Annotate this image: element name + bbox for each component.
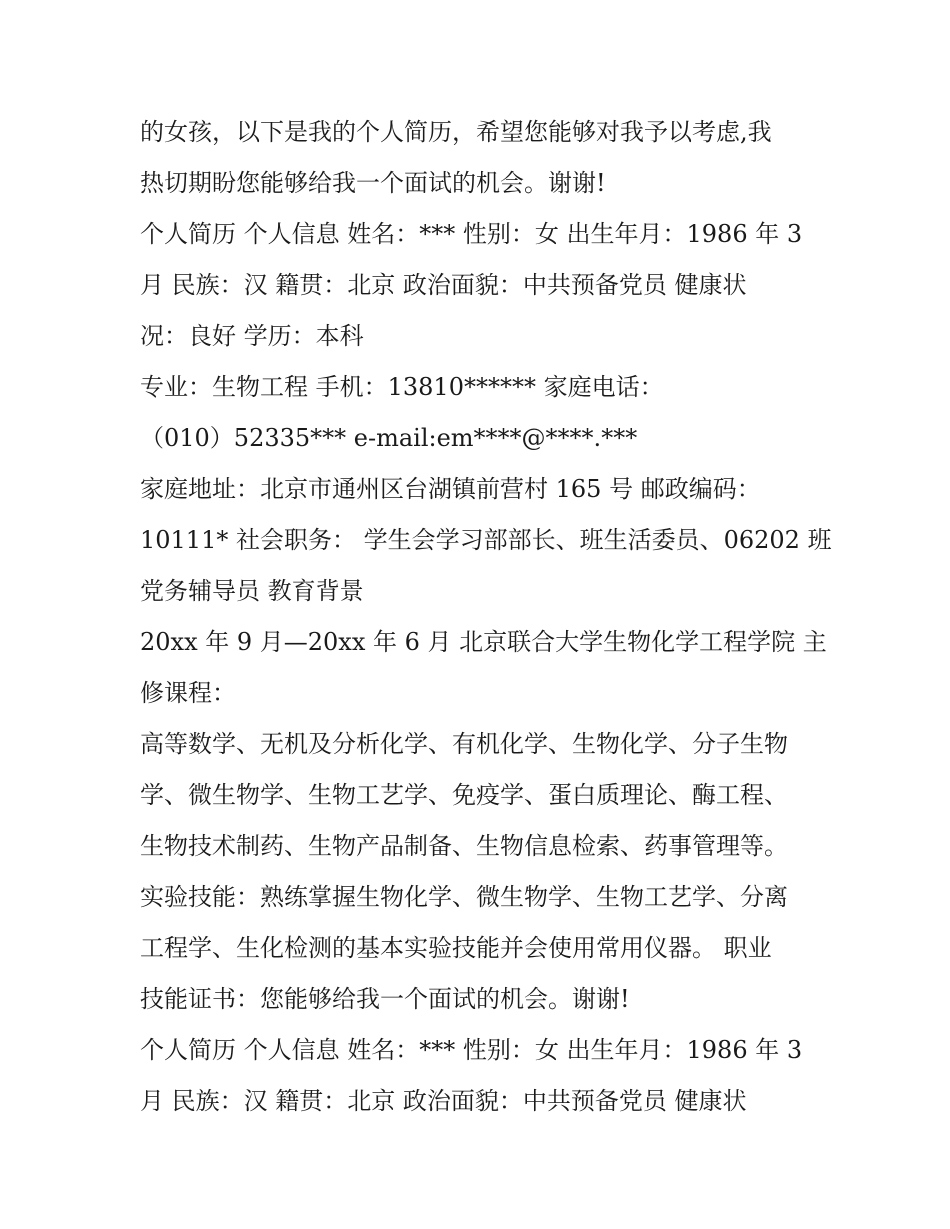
- text-line: 技能证书：您能够给我一个面试的机会。谢谢!: [140, 985, 630, 1013]
- text-line: 10111* 社会职务： 学生会学习部部长、班生活委员、06202 班: [140, 526, 832, 554]
- text-line: 月 民族：汉 籍贯：北京 政治面貌：中共预备党员 健康状: [140, 271, 747, 299]
- text-line: 高等数学、无机及分析化学、有机化学、生物化学、分子生物: [140, 730, 788, 758]
- text-line: 学、微生物学、生物工艺学、免疫学、蛋白质理论、酶工程、: [140, 781, 788, 809]
- text-line: （010）52335*** e-mail:em****@****.***: [140, 424, 638, 452]
- text-line: 家庭地址：北京市通州区台湖镇前营村 165 号 邮政编码：: [140, 475, 761, 503]
- text-line: 工程学、生化检测的基本实验技能并会使用常用仪器。 职业: [140, 934, 772, 962]
- text-line: 专业：生物工程 手机：13810****** 家庭电话：: [140, 373, 664, 401]
- text-line: 党务辅导员 教育背景: [140, 577, 364, 605]
- text-line: 20xx 年 9 月—20xx 年 6 月 北京联合大学生物化学工程学院 主: [140, 628, 827, 656]
- text-line: 热切期盼您能够给我一个面试的机会。谢谢!: [140, 169, 606, 197]
- text-line: 的女孩，以下是我的个人简历，希望您能够对我予以考虑,我: [140, 118, 772, 146]
- text-line: 修课程：: [140, 679, 236, 707]
- text-line: 况：良好 学历：本科: [140, 322, 364, 350]
- text-line: 个人简历 个人信息 姓名：*** 性别：女 出生年月：1986 年 3: [140, 1036, 803, 1064]
- document-body: [140, 107, 830, 1127]
- text-line: 生物技术制药、生物产品制备、生物信息检索、药事管理等。: [140, 832, 788, 860]
- text-line: 个人简历 个人信息 姓名：*** 性别：女 出生年月：1986 年 3: [140, 220, 803, 248]
- text-line: 实验技能：熟练掌握生物化学、微生物学、生物工艺学、分离: [140, 883, 788, 911]
- text-line: 月 民族：汉 籍贯：北京 政治面貌：中共预备党员 健康状: [140, 1087, 747, 1115]
